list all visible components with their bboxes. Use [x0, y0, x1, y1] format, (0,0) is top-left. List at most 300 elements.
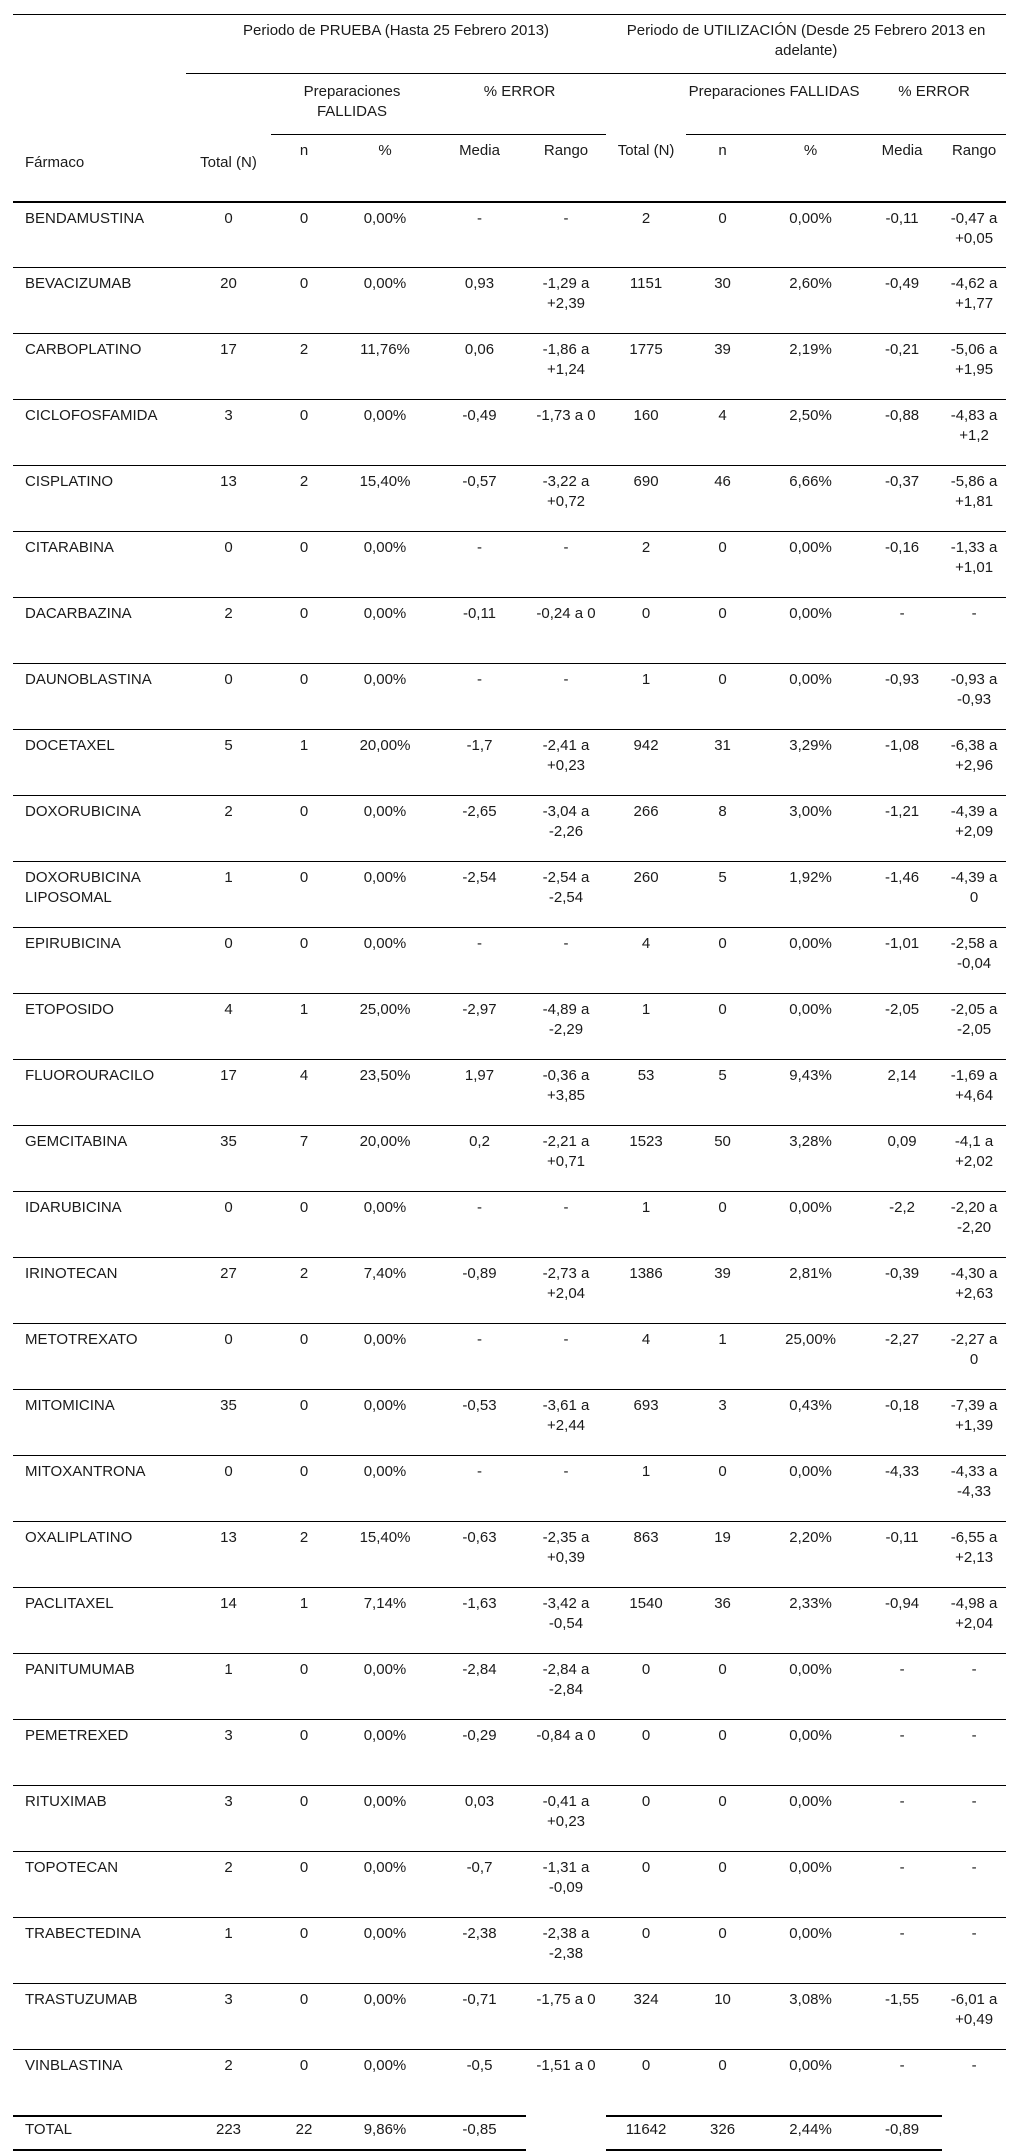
table-row: [13, 994, 1006, 1060]
use-error-rango: -0,93 a -0,93: [942, 664, 1006, 730]
use-total: 1: [606, 1456, 686, 1522]
drug-name: METOTREXATO: [13, 1324, 186, 1390]
test-failed-pct: 15,40%: [337, 466, 433, 532]
test-error-media: -2,84: [433, 1654, 526, 1720]
test-failed-pct: 0,00%: [337, 400, 433, 466]
test-error-rango: -: [526, 1456, 606, 1522]
test-error-rango: -4,89 a -2,29: [526, 994, 606, 1060]
use-failed-n: 0: [686, 1918, 759, 1984]
drug-name: OXALIPLATINO: [13, 1522, 186, 1588]
total-t-rango: [526, 2116, 606, 2150]
test-failed-pct: 0,00%: [337, 532, 433, 598]
table-row: [13, 1720, 1006, 1786]
total-label: TOTAL: [13, 2116, 186, 2150]
table-row: [13, 1852, 1006, 1918]
use-error-media: -0,39: [862, 1258, 942, 1324]
use-total: 1: [606, 994, 686, 1060]
use-failed-pct: 2,20%: [759, 1522, 862, 1588]
test-failed-pct: 0,00%: [337, 1852, 433, 1918]
use-total: 0: [606, 2050, 686, 2116]
use-total: 0: [606, 1654, 686, 1720]
pct-error-header-test: % ERROR: [433, 74, 606, 135]
use-failed-n: 0: [686, 202, 759, 268]
test-failed-pct: 0,00%: [337, 796, 433, 862]
test-total: 1: [186, 1654, 271, 1720]
table-row: [13, 1126, 1006, 1192]
use-error-rango: -6,38 a +2,96: [942, 730, 1006, 796]
use-failed-pct: 0,00%: [759, 1852, 862, 1918]
test-failed-n: 0: [271, 268, 337, 334]
test-error-rango: -2,38 a -2,38: [526, 1918, 606, 1984]
col-total-test: Total (N): [200, 153, 257, 171]
test-error-media: -0,53: [433, 1390, 526, 1456]
use-total: 942: [606, 730, 686, 796]
table-row: [13, 466, 1006, 532]
test-error-media: -: [433, 202, 526, 268]
use-error-rango: -4,98 a +2,04: [942, 1588, 1006, 1654]
test-error-media: -0,29: [433, 1720, 526, 1786]
test-total: 0: [186, 664, 271, 730]
test-failed-n: 1: [271, 994, 337, 1060]
total-t-total: 223: [186, 2116, 271, 2150]
test-failed-pct: 0,00%: [337, 1456, 433, 1522]
test-error-rango: -1,29 a +2,39: [526, 268, 606, 334]
use-error-rango: -: [942, 1786, 1006, 1852]
col-media-test: Media: [459, 142, 500, 159]
drug-error-table: [13, 14, 1006, 2151]
test-failed-n: 2: [271, 1258, 337, 1324]
use-error-rango: -: [942, 1852, 1006, 1918]
test-error-rango: -: [526, 928, 606, 994]
use-error-media: -0,49: [862, 268, 942, 334]
use-failed-n: 0: [686, 1852, 759, 1918]
use-total: 690: [606, 466, 686, 532]
use-error-media: 2,14: [862, 1060, 942, 1126]
col-rango-use: Rango: [951, 142, 997, 159]
use-error-rango: -4,39 a 0: [942, 862, 1006, 928]
col-media-use: Media: [881, 142, 923, 159]
use-failed-n: 1: [686, 1324, 759, 1390]
use-failed-pct: 0,00%: [759, 202, 862, 268]
use-failed-n: 0: [686, 2050, 759, 2116]
test-total: 17: [186, 334, 271, 400]
test-error-rango: -3,61 a +2,44: [526, 1390, 606, 1456]
use-error-rango: -6,55 a +2,13: [942, 1522, 1006, 1588]
test-error-media: 1,97: [433, 1060, 526, 1126]
test-error-rango: -1,75 a 0: [526, 1984, 606, 2050]
test-failed-n: 0: [271, 1654, 337, 1720]
total-t-n: 22: [271, 2116, 337, 2150]
test-total: 0: [186, 532, 271, 598]
test-failed-pct: 0,00%: [337, 1984, 433, 2050]
use-error-media: -0,37: [862, 466, 942, 532]
test-failed-pct: 20,00%: [337, 1126, 433, 1192]
use-failed-pct: 0,00%: [759, 928, 862, 994]
test-failed-pct: 25,00%: [337, 994, 433, 1060]
drug-name: GEMCITABINA: [13, 1126, 186, 1192]
test-total: 0: [186, 928, 271, 994]
use-failed-n: 0: [686, 928, 759, 994]
use-error-rango: -7,39 a +1,39: [942, 1390, 1006, 1456]
use-error-media: -4,33: [862, 1456, 942, 1522]
test-error-rango: -3,42 a -0,54: [526, 1588, 606, 1654]
use-total: 0: [606, 1918, 686, 1984]
test-failed-n: 0: [271, 928, 337, 994]
test-total: 4: [186, 994, 271, 1060]
test-failed-n: 0: [271, 1918, 337, 1984]
total-u-total: 11642: [606, 2116, 686, 2150]
test-error-rango: -2,41 a +0,23: [526, 730, 606, 796]
test-failed-pct: 0,00%: [337, 1390, 433, 1456]
drug-name: CICLOFOSFAMIDA: [13, 400, 186, 466]
use-total: 266: [606, 796, 686, 862]
use-failed-n: 4: [686, 400, 759, 466]
use-failed-n: 39: [686, 334, 759, 400]
test-failed-pct: 0,00%: [337, 664, 433, 730]
use-total: 53: [606, 1060, 686, 1126]
test-total: 3: [186, 1786, 271, 1852]
use-error-media: 0,09: [862, 1126, 942, 1192]
drug-name: DACARBAZINA: [13, 598, 186, 664]
table-row: [13, 1522, 1006, 1588]
total-u-media: -0,89: [862, 2116, 942, 2150]
test-failed-n: 2: [271, 334, 337, 400]
test-error-rango: -2,35 a +0,39: [526, 1522, 606, 1588]
use-error-rango: -4,39 a +2,09: [942, 796, 1006, 862]
test-error-media: -0,49: [433, 400, 526, 466]
use-total: 4: [606, 928, 686, 994]
use-error-media: -0,93: [862, 664, 942, 730]
table-row: [13, 928, 1006, 994]
use-failed-pct: 2,19%: [759, 334, 862, 400]
use-error-media: -: [862, 1918, 942, 1984]
drug-name: IDARUBICINA: [13, 1192, 186, 1258]
use-error-media: -0,18: [862, 1390, 942, 1456]
test-error-rango: -2,54 a -2,54: [526, 862, 606, 928]
use-failed-n: 0: [686, 1654, 759, 1720]
test-total: 2: [186, 598, 271, 664]
use-error-media: -: [862, 1720, 942, 1786]
use-failed-n: 3: [686, 1390, 759, 1456]
test-failed-pct: 0,00%: [337, 1786, 433, 1852]
use-failed-pct: 9,43%: [759, 1060, 862, 1126]
drug-name: CISPLATINO: [13, 466, 186, 532]
test-failed-pct: 20,00%: [337, 730, 433, 796]
use-failed-pct: 2,81%: [759, 1258, 862, 1324]
use-failed-n: 0: [686, 994, 759, 1060]
test-failed-n: 2: [271, 466, 337, 532]
use-failed-pct: 0,00%: [759, 1192, 862, 1258]
use-error-media: -0,21: [862, 334, 942, 400]
test-total: 35: [186, 1390, 271, 1456]
test-error-media: -2,54: [433, 862, 526, 928]
test-failed-pct: 0,00%: [337, 1654, 433, 1720]
use-total: 324: [606, 1984, 686, 2050]
use-failed-n: 0: [686, 598, 759, 664]
test-failed-pct: 11,76%: [337, 334, 433, 400]
total-t-media: -0,85: [433, 2116, 526, 2150]
use-error-rango: -4,62 a +1,77: [942, 268, 1006, 334]
test-failed-pct: 0,00%: [337, 2050, 433, 2116]
use-failed-pct: 2,60%: [759, 268, 862, 334]
test-total: 13: [186, 1522, 271, 1588]
test-error-media: -2,38: [433, 1918, 526, 1984]
use-error-rango: -4,1 a +2,02: [942, 1126, 1006, 1192]
table-row: [13, 334, 1006, 400]
use-error-media: -1,21: [862, 796, 942, 862]
test-failed-pct: 7,14%: [337, 1588, 433, 1654]
test-error-rango: -0,24 a 0: [526, 598, 606, 664]
test-error-rango: -3,04 a -2,26: [526, 796, 606, 862]
use-error-media: -0,11: [862, 202, 942, 268]
test-error-rango: -0,84 a 0: [526, 1720, 606, 1786]
use-failed-pct: 2,50%: [759, 400, 862, 466]
test-total: 1: [186, 862, 271, 928]
use-error-rango: -4,33 a -4,33: [942, 1456, 1006, 1522]
use-error-rango: -: [942, 2050, 1006, 2116]
use-error-media: -2,27: [862, 1324, 942, 1390]
use-error-rango: -6,01 a +0,49: [942, 1984, 1006, 2050]
total-u-pct: 2,44%: [759, 2116, 862, 2150]
use-total: 693: [606, 1390, 686, 1456]
drug-name: BENDAMUSTINA: [13, 202, 186, 268]
drug-name: IRINOTECAN: [13, 1258, 186, 1324]
table-row: [13, 796, 1006, 862]
drug-name: MITOXANTRONA: [13, 1456, 186, 1522]
use-error-media: -: [862, 1786, 942, 1852]
test-error-media: -: [433, 1192, 526, 1258]
use-error-rango: -5,06 a +1,95: [942, 334, 1006, 400]
use-failed-n: 30: [686, 268, 759, 334]
use-failed-n: 0: [686, 1786, 759, 1852]
table-row: [13, 730, 1006, 796]
period-test-header: Periodo de PRUEBA (Hasta 25 Febrero 2013): [186, 15, 606, 74]
test-failed-n: 0: [271, 1984, 337, 2050]
test-failed-n: 0: [271, 598, 337, 664]
table-row: [13, 400, 1006, 466]
test-error-rango: -0,41 a +0,23: [526, 1786, 606, 1852]
test-error-media: -: [433, 664, 526, 730]
test-failed-n: 0: [271, 862, 337, 928]
drug-name: VINBLASTINA: [13, 2050, 186, 2116]
failed-preps-header-use: Preparaciones FALLIDAS: [686, 74, 862, 135]
col-rango-test: Rango: [543, 142, 589, 159]
test-total: 20: [186, 268, 271, 334]
test-total: 3: [186, 400, 271, 466]
drug-name: TRABECTEDINA: [13, 1918, 186, 1984]
table-row: [13, 1786, 1006, 1852]
test-failed-n: 0: [271, 532, 337, 598]
drug-name: CITARABINA: [13, 532, 186, 598]
use-failed-n: 39: [686, 1258, 759, 1324]
use-error-media: -1,01: [862, 928, 942, 994]
use-error-rango: -: [942, 1918, 1006, 1984]
use-total: 0: [606, 1720, 686, 1786]
use-failed-pct: 0,00%: [759, 1918, 862, 1984]
test-total: 2: [186, 796, 271, 862]
test-failed-pct: 0,00%: [337, 862, 433, 928]
test-failed-pct: 0,00%: [337, 268, 433, 334]
test-error-rango: -1,51 a 0: [526, 2050, 606, 2116]
test-error-rango: -1,86 a +1,24: [526, 334, 606, 400]
total-u-n: 326: [686, 2116, 759, 2150]
use-failed-n: 50: [686, 1126, 759, 1192]
test-failed-n: 0: [271, 1390, 337, 1456]
test-error-media: -2,97: [433, 994, 526, 1060]
total-u-rango: [942, 2116, 1006, 2150]
test-total: 27: [186, 1258, 271, 1324]
use-error-rango: -2,27 a 0: [942, 1324, 1006, 1390]
test-failed-n: 0: [271, 400, 337, 466]
drug-name: PACLITAXEL: [13, 1588, 186, 1654]
use-failed-n: 19: [686, 1522, 759, 1588]
table-row: [13, 862, 1006, 928]
use-failed-pct: 25,00%: [759, 1324, 862, 1390]
table-row: [13, 664, 1006, 730]
test-failed-pct: 0,00%: [337, 1720, 433, 1786]
test-failed-pct: 0,00%: [337, 928, 433, 994]
test-error-media: -: [433, 532, 526, 598]
test-error-media: -2,65: [433, 796, 526, 862]
use-error-rango: -2,58 a -0,04: [942, 928, 1006, 994]
use-failed-n: 5: [686, 862, 759, 928]
use-error-media: -: [862, 2050, 942, 2116]
test-error-media: -0,5: [433, 2050, 526, 2116]
use-failed-pct: 3,29%: [759, 730, 862, 796]
use-error-rango: -0,47 a +0,05: [942, 202, 1006, 268]
test-error-media: -1,7: [433, 730, 526, 796]
drug-name: PEMETREXED: [13, 1720, 186, 1786]
use-error-media: -1,46: [862, 862, 942, 928]
use-error-rango: -: [942, 598, 1006, 664]
test-error-media: -0,11: [433, 598, 526, 664]
test-failed-n: 2: [271, 1522, 337, 1588]
test-total: 17: [186, 1060, 271, 1126]
test-failed-pct: 23,50%: [337, 1060, 433, 1126]
table-row: [13, 1456, 1006, 1522]
use-total: 2: [606, 532, 686, 598]
use-failed-pct: 0,00%: [759, 1786, 862, 1852]
use-error-rango: -4,30 a +2,63: [942, 1258, 1006, 1324]
use-error-rango: -: [942, 1720, 1006, 1786]
test-failed-n: 0: [271, 796, 337, 862]
test-failed-n: 0: [271, 202, 337, 268]
test-failed-n: 0: [271, 1192, 337, 1258]
test-total: 13: [186, 466, 271, 532]
test-failed-pct: 0,00%: [337, 598, 433, 664]
test-error-media: -0,89: [433, 1258, 526, 1324]
use-failed-pct: 1,92%: [759, 862, 862, 928]
table-row: [13, 1588, 1006, 1654]
test-total: 2: [186, 1852, 271, 1918]
test-error-media: -: [433, 1324, 526, 1390]
use-error-media: -2,2: [862, 1192, 942, 1258]
results-table-container: [13, 14, 1006, 2151]
use-failed-pct: 0,00%: [759, 2050, 862, 2116]
test-failed-n: 0: [271, 1852, 337, 1918]
test-total: 1: [186, 1918, 271, 1984]
use-error-media: -1,08: [862, 730, 942, 796]
use-failed-pct: 0,00%: [759, 1456, 862, 1522]
test-failed-pct: 15,40%: [337, 1522, 433, 1588]
test-total: 3: [186, 1984, 271, 2050]
test-error-media: 0,93: [433, 268, 526, 334]
test-failed-pct: 0,00%: [337, 1192, 433, 1258]
use-error-media: -1,55: [862, 1984, 942, 2050]
use-failed-pct: 0,00%: [759, 1654, 862, 1720]
use-failed-n: 0: [686, 532, 759, 598]
use-error-media: -0,11: [862, 1522, 942, 1588]
test-total: 5: [186, 730, 271, 796]
use-error-rango: -2,20 a -2,20: [942, 1192, 1006, 1258]
test-failed-n: 0: [271, 1786, 337, 1852]
use-failed-pct: 0,00%: [759, 994, 862, 1060]
test-failed-pct: 7,40%: [337, 1258, 433, 1324]
col-n-test: n: [299, 142, 309, 159]
use-failed-n: 0: [686, 664, 759, 730]
test-error-rango: -: [526, 202, 606, 268]
test-error-rango: -: [526, 1324, 606, 1390]
use-error-rango: -1,33 a +1,01: [942, 532, 1006, 598]
drug-name: DOCETAXEL: [13, 730, 186, 796]
table-row: [13, 1258, 1006, 1324]
test-error-rango: -: [526, 664, 606, 730]
use-total: 4: [606, 1324, 686, 1390]
use-failed-pct: 0,00%: [759, 664, 862, 730]
test-error-media: -: [433, 1456, 526, 1522]
use-error-media: -0,94: [862, 1588, 942, 1654]
use-total: 1: [606, 664, 686, 730]
total-row: [13, 2116, 1006, 2150]
pct-error-header-use: % ERROR: [862, 74, 1006, 135]
test-failed-pct: 0,00%: [337, 202, 433, 268]
test-total: 3: [186, 1720, 271, 1786]
use-error-media: -2,05: [862, 994, 942, 1060]
use-error-media: -: [862, 598, 942, 664]
drug-name: MITOMICINA: [13, 1390, 186, 1456]
use-error-rango: -1,69 a +4,64: [942, 1060, 1006, 1126]
use-total: 0: [606, 598, 686, 664]
use-failed-pct: 0,00%: [759, 598, 862, 664]
table-row: [13, 1324, 1006, 1390]
use-failed-pct: 3,00%: [759, 796, 862, 862]
use-error-rango: -5,86 a +1,81: [942, 466, 1006, 532]
use-total: 0: [606, 1852, 686, 1918]
table-row: [13, 1654, 1006, 1720]
total-t-pct: 9,86%: [337, 2116, 433, 2150]
use-total: 863: [606, 1522, 686, 1588]
use-failed-n: 10: [686, 1984, 759, 2050]
test-failed-n: 1: [271, 730, 337, 796]
use-total: 1151: [606, 268, 686, 334]
test-total: 2: [186, 2050, 271, 2116]
use-total: 160: [606, 400, 686, 466]
use-total: 1775: [606, 334, 686, 400]
use-error-rango: -2,05 a -2,05: [942, 994, 1006, 1060]
use-failed-pct: 0,00%: [759, 1720, 862, 1786]
test-failed-n: 0: [271, 1720, 337, 1786]
table-row: [13, 598, 1006, 664]
use-total: 260: [606, 862, 686, 928]
test-error-rango: -1,73 a 0: [526, 400, 606, 466]
use-failed-pct: 6,66%: [759, 466, 862, 532]
test-error-media: 0,03: [433, 1786, 526, 1852]
test-failed-n: 0: [271, 2050, 337, 2116]
period-use-header: Periodo de UTILIZACIÓN (Desde 25 Febrero 2013 en adelante): [606, 15, 1006, 74]
use-error-rango: -: [942, 1654, 1006, 1720]
test-total: 35: [186, 1126, 271, 1192]
test-error-media: -0,63: [433, 1522, 526, 1588]
